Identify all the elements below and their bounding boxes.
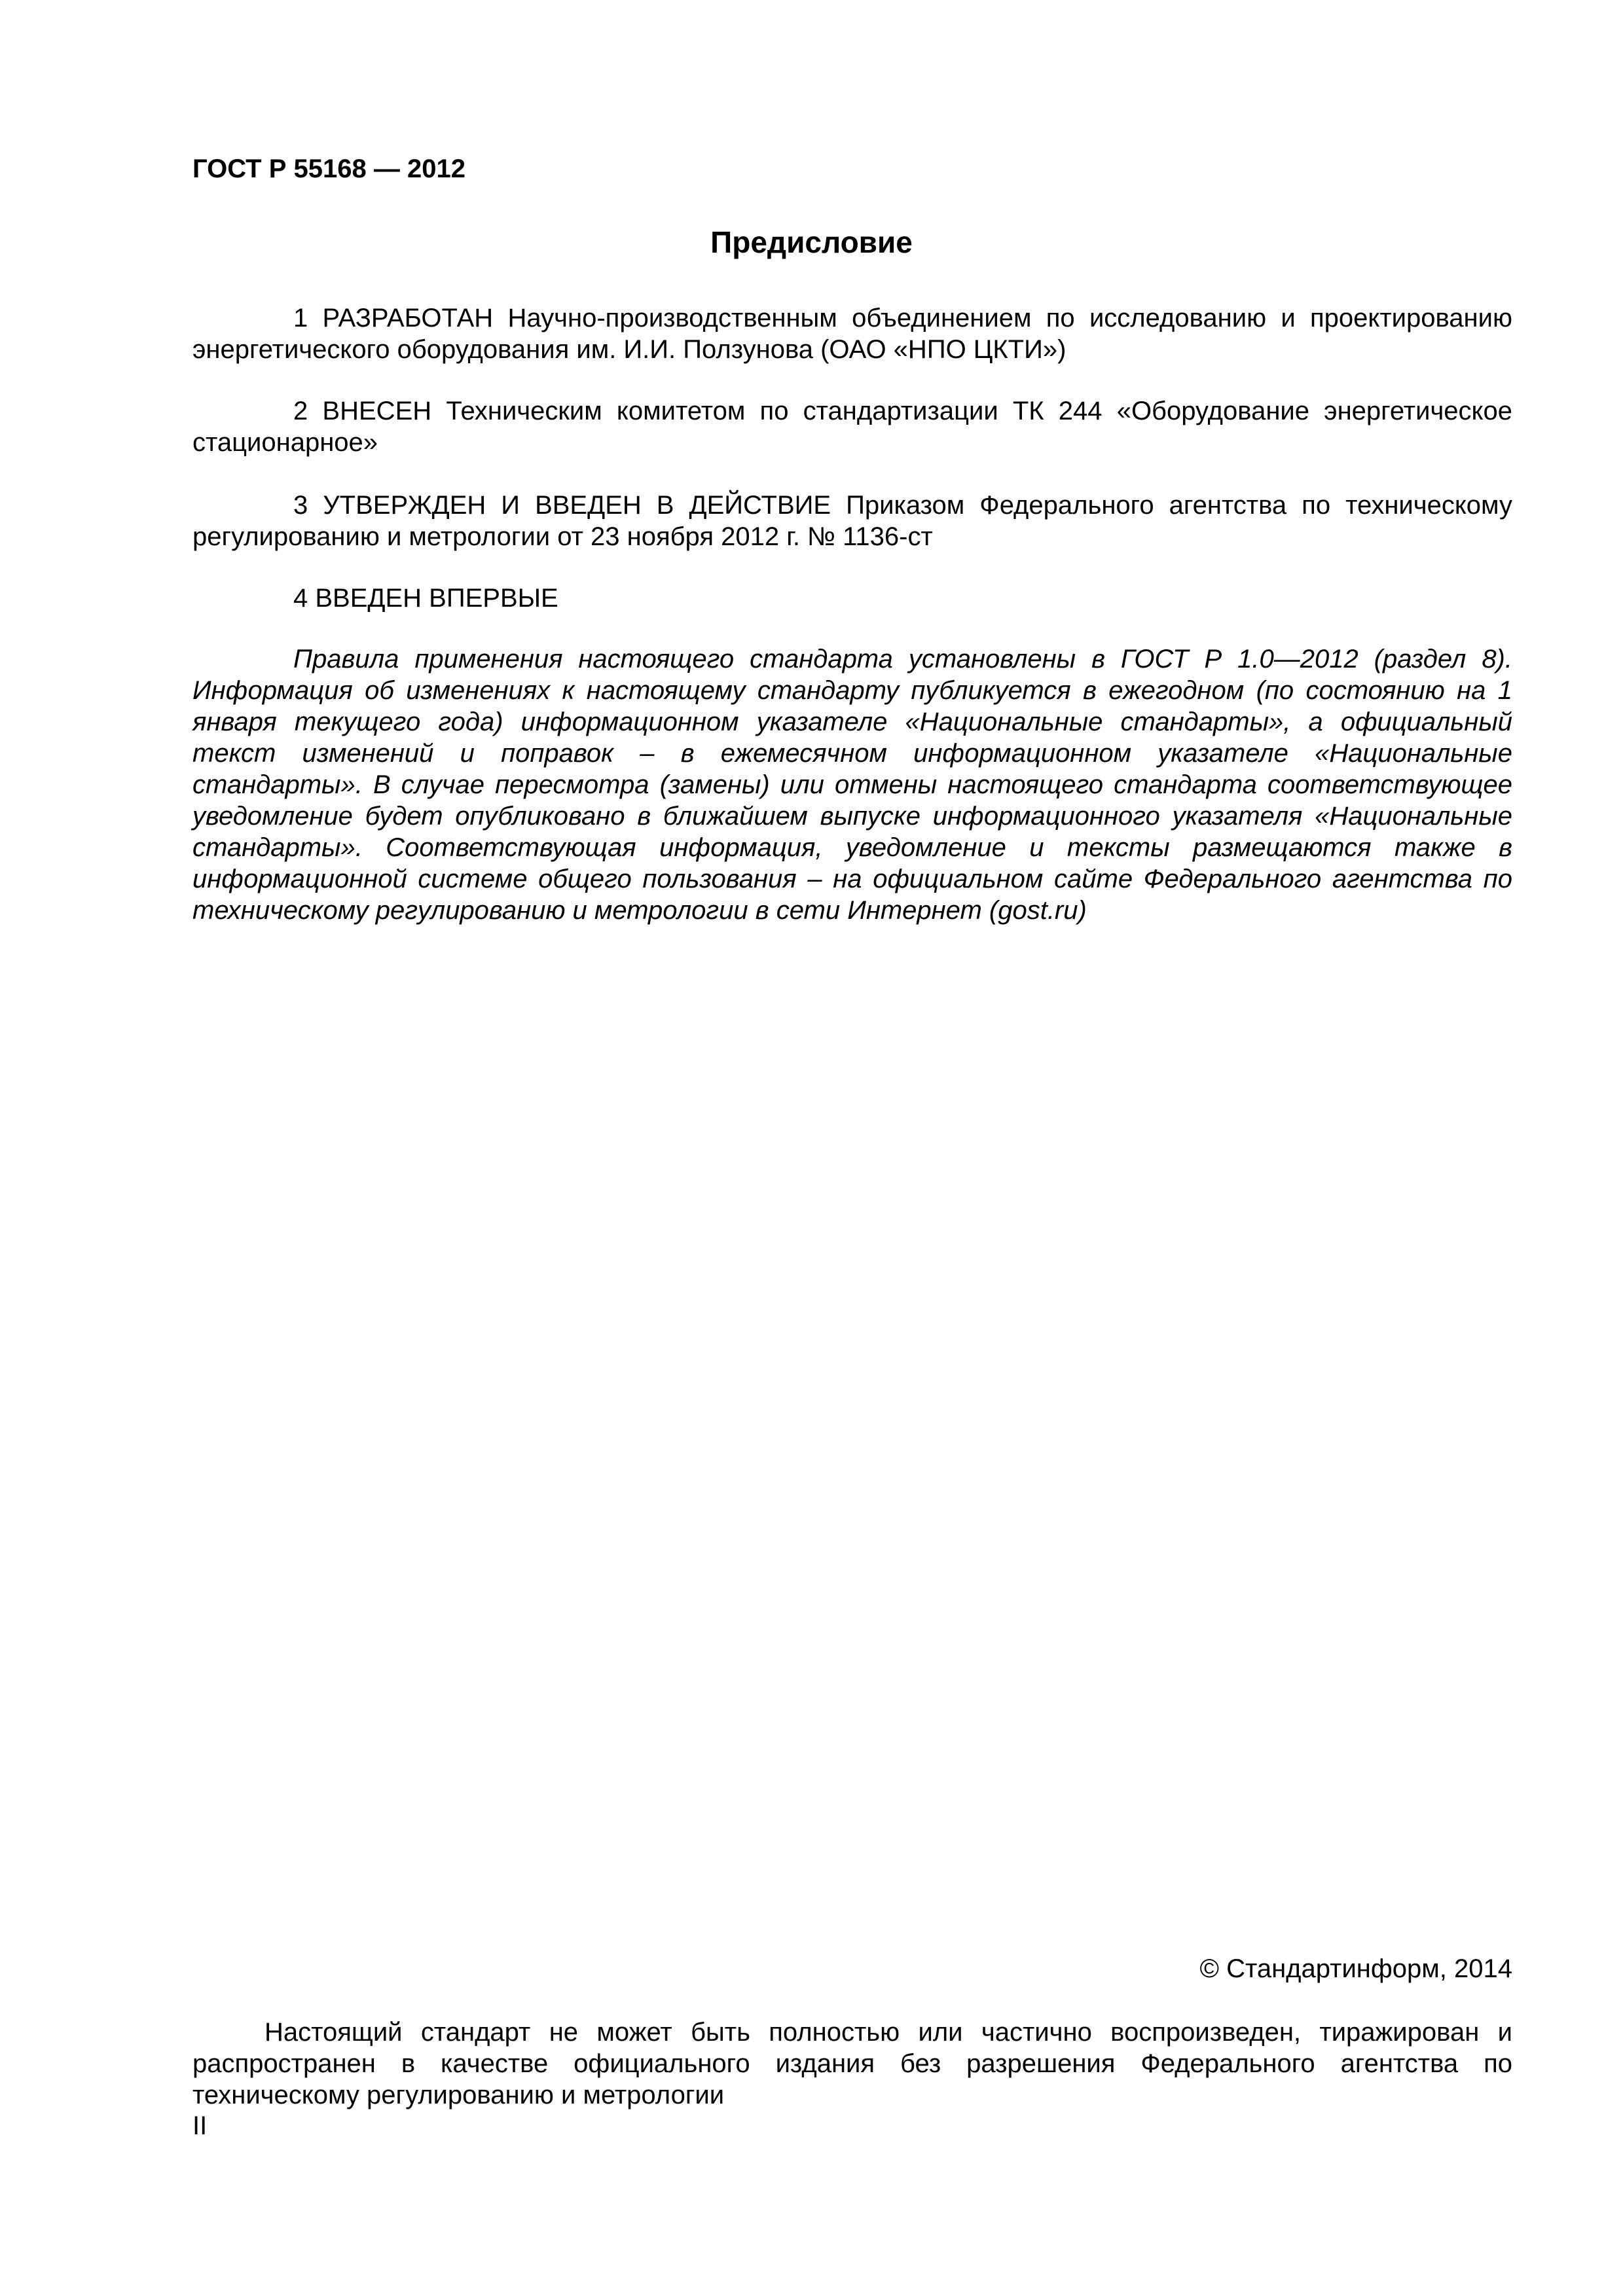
preface-item-approved: 3 УТВЕРЖДЕН И ВВЕДЕН В ДЕЙСТВИЕ Приказом Федерального агентства по техническому регулированию и метрологии от 23 ноября 2012 г. № 1136-ст [192,491,1512,551]
reproduction-notice: Настоящий стандарт не может быть полностью или частично воспроизведен, тиражирован и распространен в качестве официального издания без разрешения Федерального агентства по техническому регулированию и метрологии [192,2018,1512,2109]
document-header: ГОСТ Р 55168 — 2012 [192,154,465,183]
page-title: Предисловие [710,225,913,259]
preface-item-submitted: 2 ВНЕСЕН Техническим комитетом по стандартизации ТК 244 «Оборудование энергетическое стационарное» [192,397,1512,457]
preface-item-introduced: 4 ВВЕДЕН ВПЕРВЫЕ [293,584,558,613]
page-number: II [192,2111,208,2140]
preface-item-developed: 1 РАЗРАБОТАН Научно-производственным объединением по исследованию и проектированию энергетического оборудования им. И.И. Ползунова (ОАО «НПО ЦКТИ») [192,304,1512,364]
rules-note-paragraph: Правила применения настоящего стандарта установлены в ГОСТ Р 1.0—2012 (раздел 8). Информация об изменениях к настоящему стандарту публикуется в ежегодном (по состоянию на 1 января текущего года) информационном указателе «Национальные стандарты», а официальный текст изменений и поправок – в ежемесячном информационном указателе «Национальные стандарты». В случае пересмотра (замены) или отмены настоящего стандарта соответствующее уведомление будет опубликовано в ближайшем выпуске информационного указателя «Национальные стандарты». Соответствующая информация, уведомление и тексты размещаются также в информационной системе общего пользования – на официальном сайте Федерального агентства по техническому регулированию и метрологии в сети Интернет (gost.ru) [192,645,1512,925]
copyright-line: © Стандартинформ, 2014 [1199,1954,1512,1983]
